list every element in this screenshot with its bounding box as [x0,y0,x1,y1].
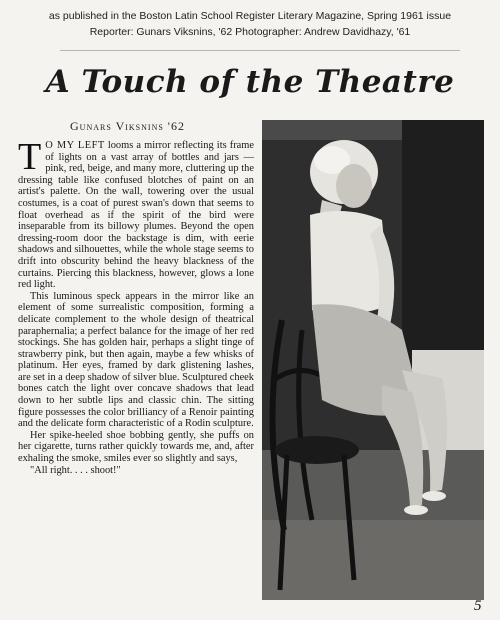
article-body [18,136,254,476]
byline [70,119,185,134]
photograph [262,120,484,600]
lead-words: O MY LEFT [45,140,105,151]
article-title: A Touch of the Theatre [45,64,455,100]
page-number: 5 [474,598,482,614]
paragraph-2: This luminous speck appears in the mirror like an element of some surrealistic composition, forming a delicate complement to the whole design of theatrical paraphernalia; a perfect balance for the image of her red stockings. She has golden hair, perhaps a slight tinge of strawberry pink, but then again, maybe a few whisks of platinum. Her eyes, framed by dark glistening lashes, are set in a deep shadow of silver blue. Sculptured cheek bones catch the light over concave shadows that lead down to her subtle lips and classic chin. The sitting figure possesses the color brilliancy of a Renoir painting and the delicate form characteristic of a Rodin sculpture. [18,290,254,430]
paragraph-1-text: looms a mirror reflecting its frame of lights on a vast array of bottles and jars — pink, red, beige, and many more, cluttering up the dressing table like confused blotches of paint on an artist's palette. On the wall, towering over the usual costumes, is a coat of purest swan's down that seems to float overhead as if the spirit of the bird were inseparable from its billowy plumes. Beyond the open dressing-room door the backstage is dim, with eerie shadows and silhouettes, while the whole stage seems to drift into obscurity behind the heavy blackness of the curtains. Piercing this blackness, however, glows a lone red light. [18,140,254,291]
byline-text: Gunars Viksnins '62 [70,119,185,133]
source-note: as published in the Boston Latin School Register Literary Magazine, Spring 1961 issue [48,10,452,22]
paragraph-4: "All right. . . . shoot!" [30,464,121,476]
photo-illustration [262,120,484,600]
drop-cap: T [18,136,42,178]
credits-line: Reporter: Gunars Viksnins, '62 Photographer: Andrew Davidhazy, '61 [89,26,411,38]
paragraph-3: Her spike-heeled shoe bobbing gently, she puffs on her cigarette, turns rather quickly towards me, and, after exhaling the smoke, smiles ever so slightly and says, [18,429,254,465]
paragraph-1 [18,136,254,291]
divider [60,50,460,51]
